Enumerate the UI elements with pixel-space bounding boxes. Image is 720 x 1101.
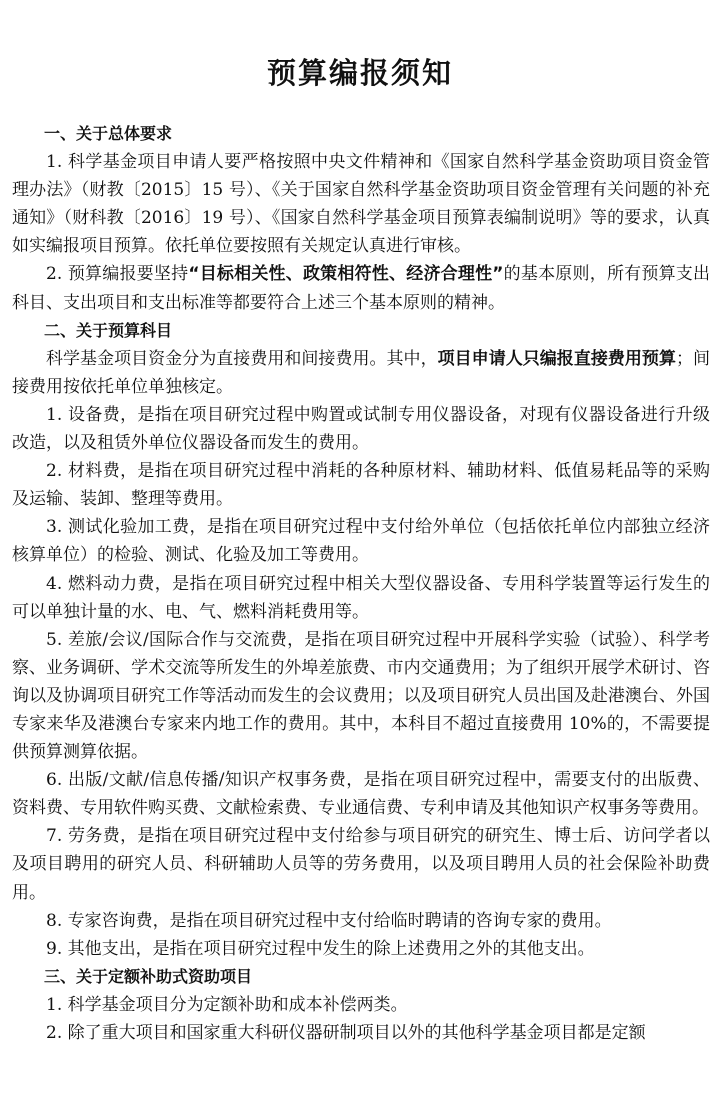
principles-emphasis: “目标相关性、政策相符性、经济合理性” <box>188 264 504 285</box>
paragraph-publication: 6. 出版/文献/信息传播/知识产权事务费，是指在项目研究过程中，需要支付的出版费、资料费、专用软件购买费、文献检索费、专业通信费、专利申请及其他知识产权事务等费用。 <box>12 770 710 819</box>
document-body <box>12 120 710 1047</box>
paragraph-general-2 <box>12 260 710 316</box>
paragraph-fixed-subsidy-2: 2. 除了重大项目和国家重大科研仪器研制项目以外的其他科学基金项目都是定额 <box>46 1023 646 1043</box>
paragraph-budget-intro-pre: 科学基金项目资金分为直接费用和间接费用。其中， <box>46 348 438 369</box>
paragraph-other: 9. 其他支出，是指在项目研究过程中发生的除上述费用之外的其他支出。 <box>46 938 595 959</box>
paragraph-general-1: 1. 科学基金项目申请人要严格按照中央文件精神和《国家自然科学基金资助项目资金管理办法》（财教〔2015〕15 号）、《关于国家自然科学基金资助项目资金管理有关问题的补充通知》（财科教〔2016〕19 号）、《国家自然科学基金项目预算表编制说明》等的要求，认真如实编报项目预算。依托单位要按照有关规定认真进行审核。 <box>12 152 710 257</box>
section-heading-general: 一、关于总体要求 <box>44 124 173 143</box>
paragraph-budget-intro-post: ；间接费用按依托单位单独核定。 <box>12 348 711 397</box>
paragraph-travel-meeting: 5. 差旅/会议/国际合作与交流费，是指在项目研究过程中开展科学实验（试验）、科学考察、业务调研、学术交流等所发生的外埠差旅费、市内交通费用；为了组织开展学术研讨、咨询以及协调项目研究工作等活动而发生的会议费用；以及项目研究人员出国及赴港澳台、外国专家来华及港澳台专家来内地工作的费用。其中，本科目不超过直接费用 10%的，不需要提供预算测算依据。 <box>12 629 710 763</box>
paragraph-fixed-subsidy-1: 1. 科学基金项目分为定额补助和成本补偿两类。 <box>46 994 408 1015</box>
page-title: 预算编报须知 <box>266 56 453 90</box>
section-heading-budget-items: 二、关于预算科目 <box>44 320 173 340</box>
paragraph-general-2-pre: 2. 预算编报要坚持 <box>46 264 189 285</box>
direct-cost-emphasis: 项目申请人只编报直接费用预算 <box>437 348 676 369</box>
paragraph-budget-intro <box>12 345 710 401</box>
paragraph-testing: 3. 测试化验加工费，是指在项目研究过程中支付给外单位（包括依托单位内部独立经济核算单位）的检验、测试、化验及加工等费用。 <box>12 517 710 566</box>
paragraph-fuel-power: 4. 燃料动力费，是指在项目研究过程中相关大型仪器设备、专用科学装置等运行发生的可以单独计量的水、电、气、燃料消耗费用等。 <box>12 573 710 622</box>
section-heading-fixed-subsidy: 三、关于定额补助式资助项目 <box>44 966 253 986</box>
paragraph-equipment: 1. 设备费，是指在项目研究过程中购置或试制专用仪器设备，对现有仪器设备进行升级改造，以及租赁外单位仪器设备而发生的费用。 <box>12 404 710 454</box>
paragraph-consulting: 8. 专家咨询费，是指在项目研究过程中支付给临时聘请的咨询专家的费用。 <box>46 910 612 931</box>
paragraph-general-2-post: 的基本原则，所有预算支出科目、支出项目和支出标准等都要符合上述三个基本原则的精神。 <box>12 264 710 313</box>
paragraph-labor: 7. 劳务费，是指在项目研究过程中支付给参与项目研究的研究生、博士后、访问学者以及项目聘用的研究人员、科研辅助人员等的劳务费用，以及项目聘用人员的社会保险补助费用。 <box>12 826 710 903</box>
paragraph-materials: 2. 材料费，是指在项目研究过程中消耗的各种原材料、辅助材料、低值易耗品等的采购及运输、装卸、整理等费用。 <box>12 461 710 510</box>
